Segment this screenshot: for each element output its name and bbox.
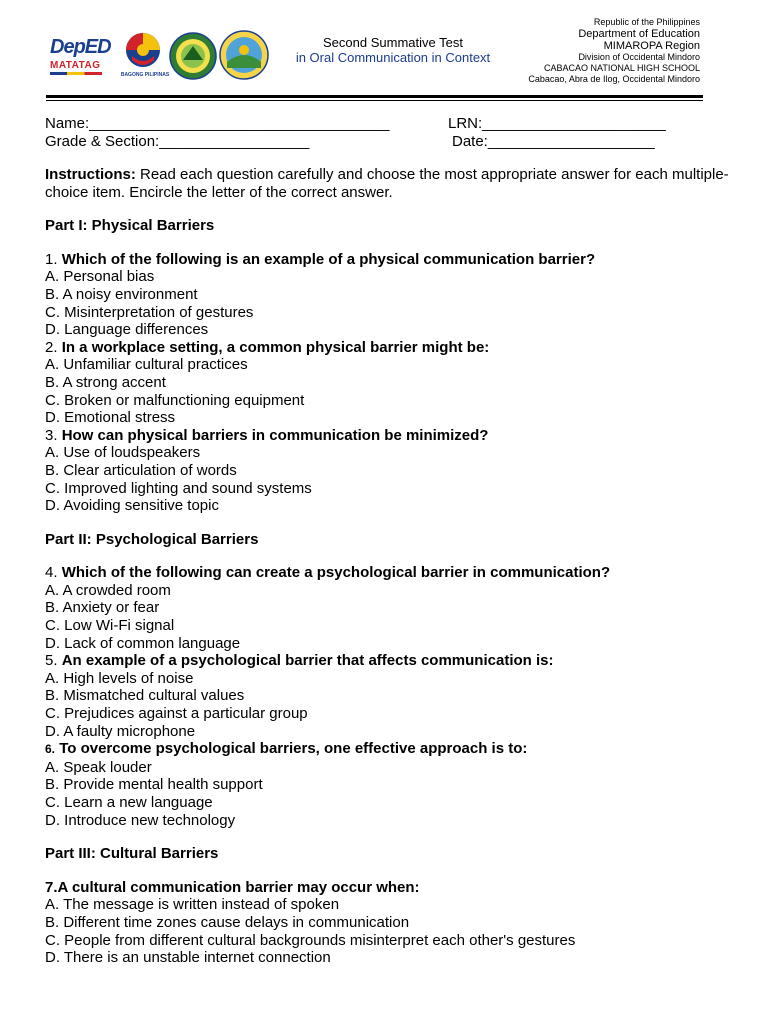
answer-choice[interactable]: D. Lack of common language xyxy=(45,634,241,652)
part-title-text: Part II: Psychological Barriers xyxy=(45,530,259,548)
answer-choice[interactable]: D. A faulty microphone xyxy=(45,722,196,740)
division-text: Division of Occidental Mindoro xyxy=(578,52,700,62)
question-number: 1. xyxy=(45,250,58,268)
answer-choice[interactable]: A. High levels of noise xyxy=(45,669,194,687)
question-number: 7. xyxy=(45,878,58,896)
agency-block xyxy=(400,17,700,85)
test-body xyxy=(45,115,745,967)
question-6 xyxy=(45,740,745,759)
instructions-text: Read each question carefully and choose the most appropriate answer for each multiple-choice item. Encircle the letter of the correct answer. xyxy=(45,166,729,201)
answer-choice[interactable]: B. Different time zones cause delays in communication xyxy=(45,913,410,931)
answer-choice[interactable]: D. There is an unstable internet connection xyxy=(45,949,331,967)
question-number: 2. xyxy=(45,338,58,356)
question-number: 6. xyxy=(45,742,56,757)
answer-choice[interactable]: B. Anxiety or fear xyxy=(45,599,160,617)
question-1 xyxy=(45,251,745,269)
question-text: How can physical barriers in communication be minimized? xyxy=(61,426,489,444)
answer-choice[interactable]: C. Prejudices against a particular group xyxy=(45,705,308,723)
parts-container xyxy=(45,201,745,967)
answer-choice[interactable]: D. Emotional stress xyxy=(45,409,176,427)
answer-choice[interactable]: C. Low Wi-Fi signal xyxy=(45,617,175,635)
question-2 xyxy=(45,339,745,357)
answer-choice[interactable]: B. Provide mental health support xyxy=(45,776,263,794)
test-subject-line: in Oral Communication in Context xyxy=(295,50,491,65)
bagong-pilipinas-text: BAGONG PILIPINAS xyxy=(120,72,170,78)
question-number: 3. xyxy=(45,426,58,444)
answer-choice[interactable]: B. Mismatched cultural values xyxy=(45,687,245,705)
name-field[interactable]: Name:____________________________________ xyxy=(45,115,390,132)
matatag-color-bar xyxy=(50,72,102,75)
question-5 xyxy=(45,652,745,670)
question-number: 5. xyxy=(45,652,58,670)
answer-choice[interactable]: A. Personal bias xyxy=(45,268,155,286)
school-text: CABACAO NATIONAL HIGH SCHOOL xyxy=(543,63,700,73)
question-text: An example of a psychological barrier that affects communication is: xyxy=(61,652,554,670)
matatag-logo-text: MATATAG xyxy=(50,60,101,71)
test-title-line: Second Summative Test xyxy=(323,35,463,50)
question-text: Which of the following is an example of a physical communication barrier? xyxy=(61,250,596,268)
instructions xyxy=(45,166,745,201)
question-text: A cultural communication barrier may occur when: xyxy=(57,878,420,896)
answer-choice[interactable]: C. Improved lighting and sound systems xyxy=(45,479,312,497)
division-seal-icon xyxy=(169,32,217,80)
answer-choice[interactable]: D. Avoiding sensitive topic xyxy=(45,497,219,515)
address-text: Cabacao, Abra de Ilog, Occidental Mindoro xyxy=(528,74,700,84)
lrn-field[interactable]: LRN:______________________ xyxy=(448,115,666,132)
answer-choice[interactable]: C. Learn a new language xyxy=(45,794,213,811)
instructions-label: Instructions: xyxy=(45,166,136,183)
grade-section-field[interactable]: Grade & Section:__________________ xyxy=(45,133,310,150)
header-rule-thick xyxy=(46,95,703,98)
question-text: In a workplace setting, a common physical barrier might be: xyxy=(61,338,490,356)
part-title xyxy=(45,217,745,235)
deped-matatag-logo xyxy=(46,36,111,78)
answer-choice[interactable]: C. Broken or malfunctioning equipment xyxy=(45,391,305,409)
header-rule-thin xyxy=(46,100,703,101)
part-title-text: Part I: Physical Barriers xyxy=(45,217,215,235)
answer-choice[interactable]: A. Use of loudspeakers xyxy=(45,444,201,462)
part-title-text: Part III: Cultural Barriers xyxy=(45,845,219,863)
region-text: MIMAROPA Region xyxy=(603,40,700,52)
answer-choice[interactable]: A. Unfamiliar cultural practices xyxy=(45,356,248,374)
answer-choice[interactable]: C. Misinterpretation of gestures xyxy=(45,303,254,321)
answer-choice[interactable]: A. A crowded room xyxy=(45,581,171,599)
answer-choice[interactable]: B. A strong accent xyxy=(45,373,166,391)
answer-choice[interactable]: C. People from different cultural backgrounds misinterpret each other's gestures xyxy=(45,931,576,949)
answer-choice[interactable]: A. The message is written instead of spoken xyxy=(45,896,340,914)
part-title xyxy=(45,531,745,549)
school-seal-icon xyxy=(219,30,269,80)
answer-choice[interactable]: B. Clear articulation of words xyxy=(45,461,237,479)
department-text: Department of Education xyxy=(578,28,700,40)
answer-choice[interactable]: B. A noisy environment xyxy=(45,285,198,303)
answer-choice[interactable]: D. Introduce new technology xyxy=(45,811,236,829)
question-text: To overcome psychological barriers, one effective approach is to: xyxy=(59,740,528,758)
question-3 xyxy=(45,427,745,445)
answer-choice[interactable]: A. Speak louder xyxy=(45,758,152,776)
deped-logo-text: DepED xyxy=(50,36,111,58)
question-7 xyxy=(45,879,745,897)
answer-choice[interactable]: D. Language differences xyxy=(45,321,209,339)
part-title xyxy=(45,845,745,863)
document-header xyxy=(0,0,768,100)
date-field[interactable]: Date:____________________ xyxy=(452,133,655,150)
student-info-fields xyxy=(45,115,745,151)
question-number: 4. xyxy=(45,564,58,582)
republic-text: Republic of the Philippines xyxy=(593,17,700,27)
question-4 xyxy=(45,564,745,582)
question-text: Which of the following can create a psychological barrier in communication? xyxy=(61,564,611,582)
